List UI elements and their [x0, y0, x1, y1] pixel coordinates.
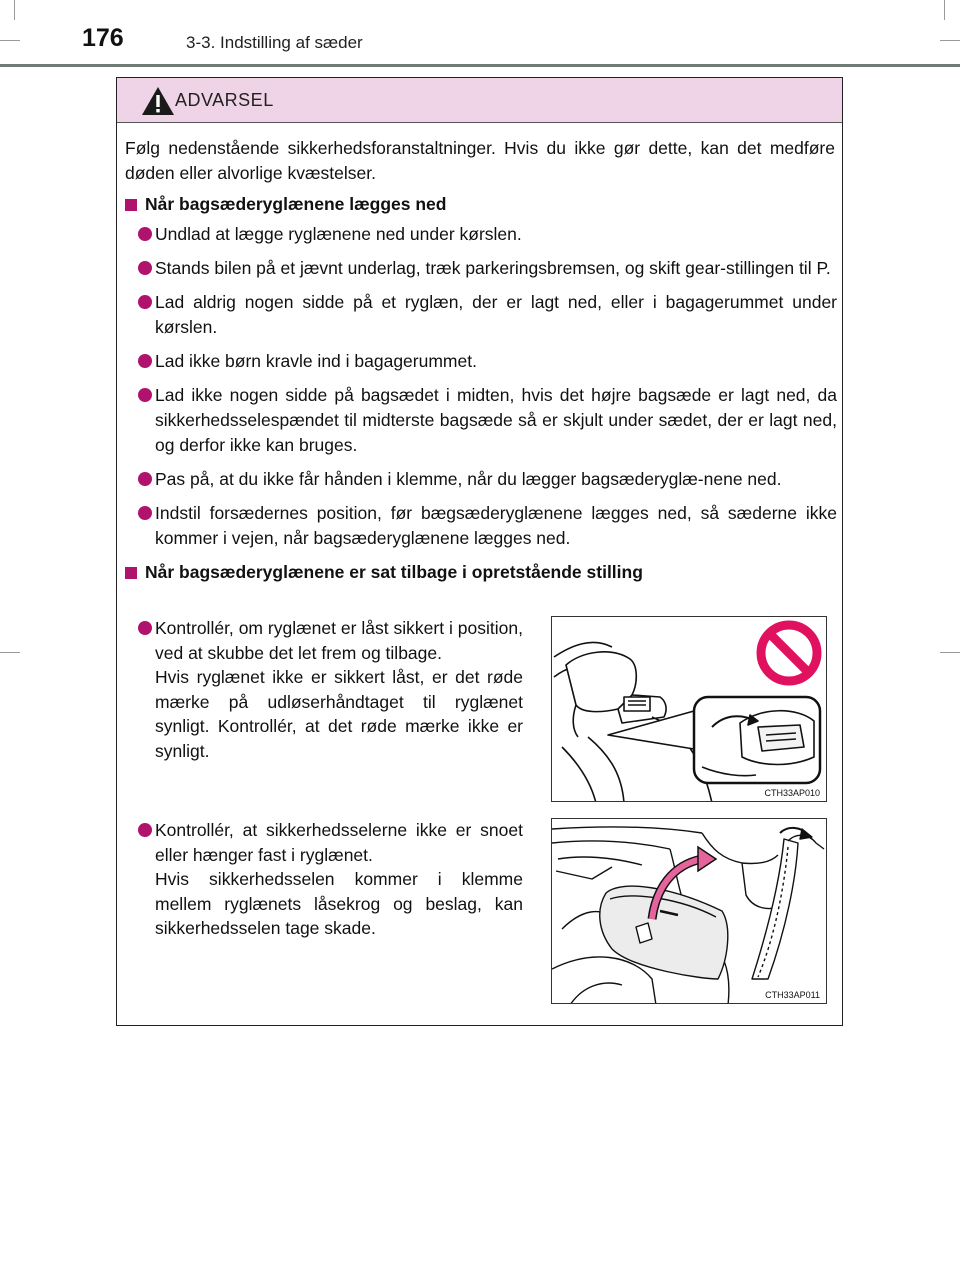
- list-item: [125, 290, 837, 340]
- list-item: [125, 256, 837, 281]
- figure-text: [125, 616, 523, 763]
- figure-code: CTH33AP010: [764, 788, 820, 798]
- seat-lock-illustration: [551, 616, 827, 802]
- list-item: [125, 222, 837, 247]
- figure-text: [125, 818, 523, 941]
- section-heading: [125, 560, 837, 585]
- figure-row: [125, 616, 837, 806]
- bullet-icon: [138, 621, 152, 635]
- warning-content: [125, 136, 837, 590]
- seatback-raise-drawing: [552, 819, 827, 1004]
- section-heading-text: Når bagsæderyglænene er sat tilbage i opretstående stilling: [145, 562, 643, 582]
- warning-title: ADVARSEL: [175, 90, 274, 110]
- square-bullet-icon: [125, 567, 137, 579]
- list-item: [125, 467, 837, 492]
- warning-intro: Følg nedenstående sikkerhedsforanstaltninger. Hvis du ikke gør dette, kan det medføre døden eller alvorlige kvæstelser.: [125, 138, 835, 183]
- warning-triangle-icon: [141, 86, 175, 116]
- section-title: 3-3. Indstilling af sæder: [186, 33, 363, 52]
- header-rule: [0, 64, 960, 67]
- bullet-icon: [138, 354, 152, 368]
- list-item-text: Hvis ryglænet ikke er sikkert låst, er det røde mærke på udløserhåndtaget til ryglænet synligt. Kontrollér, at det røde mærke ikke er synligt.: [155, 667, 523, 761]
- list-item-text: Lad ikke nogen sidde på bagsædet i midten, hvis det højre bagsæde er lagt ned, da sikkerhedsselespændet til midterste bagsæde så er skjult under sædet, der er lagt ned, og derfor ikke kan bruges.: [155, 385, 837, 455]
- page-header: [0, 0, 960, 68]
- seatbelt-illustration: [551, 818, 827, 1004]
- bullet-icon: [138, 472, 152, 486]
- crop-mark: [940, 652, 960, 653]
- figure-row: [125, 818, 837, 1008]
- section-heading-text: Når bagsæderyglænene lægges ned: [145, 194, 447, 214]
- list-item: [125, 383, 837, 458]
- list-item-text: Kontrollér, om ryglænet er låst sikkert i position, ved at skubbe det let frem og tilbage.: [155, 618, 523, 663]
- page-number: 176: [82, 24, 124, 52]
- bullet-icon: [138, 227, 152, 241]
- list-item-text: Indstil forsædernes position, før bægsæderyglænene lægges ned, så sæderne ikke kommer i vejen, når bagsæderyglænene lægges ned.: [155, 503, 837, 548]
- bullet-icon: [138, 823, 152, 837]
- bullet-icon: [138, 295, 152, 309]
- prohibition-icon: [761, 625, 817, 681]
- square-bullet-icon: [125, 199, 137, 211]
- bullet-icon: [138, 506, 152, 520]
- list-item-text: Undlad at lægge ryglænene ned under kørslen.: [155, 224, 522, 244]
- bullet-icon: [138, 388, 152, 402]
- crop-mark: [0, 652, 20, 653]
- figure-code: CTH33AP011: [765, 990, 820, 1000]
- list-item: [125, 818, 523, 941]
- list-item-text: Pas på, at du ikke får hånden i klemme, når du lægger bagsæderyglæ-nene ned.: [155, 469, 782, 489]
- list-item: [125, 349, 837, 374]
- list-item: [125, 501, 837, 551]
- warning-header: [117, 78, 842, 123]
- warning-box: [116, 77, 843, 1026]
- list-item-text: Kontrollér, at sikkerhedsselerne ikke er snoet eller hænger fast i ryglænet.: [155, 820, 523, 865]
- list-item-text: Stands bilen på et jævnt underlag, træk parkeringsbremsen, og skift gear-stillingen til P.: [155, 258, 831, 278]
- list-item-text: Lad aldrig nogen sidde på et ryglæn, der er lagt ned, eller i bagagerummet under kørslen.: [155, 292, 837, 337]
- seat-release-lever-drawing: [552, 617, 827, 802]
- bullet-icon: [138, 261, 152, 275]
- list-item-text: Hvis sikkerhedsselen kommer i klemme mellem ryglænets låsekrog og beslag, kan sikkerhedsselen tage skade.: [155, 869, 523, 938]
- list-item: [125, 616, 523, 763]
- list-item-text: Lad ikke børn kravle ind i bagagerummet.: [155, 351, 477, 371]
- section-heading: [125, 192, 837, 217]
